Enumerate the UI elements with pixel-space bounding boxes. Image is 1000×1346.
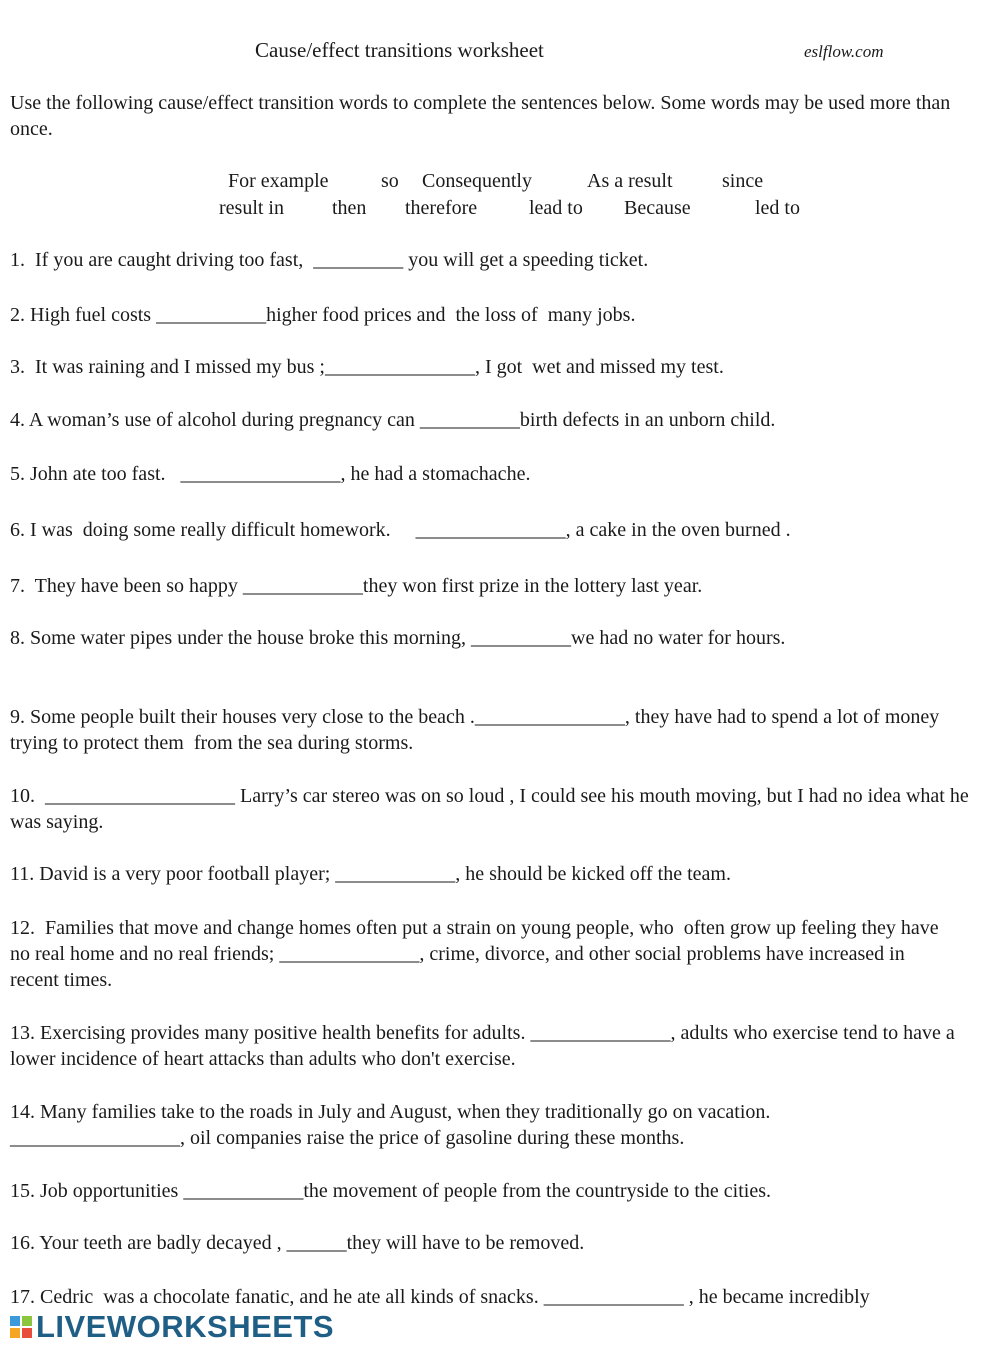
question-14: 14. Many families take to the roads in July and August, when they traditionally go on vacation. _________________, oil companies raise the price of gasoline during these months. — [10, 1101, 776, 1149]
word-bank-item: Because — [624, 197, 691, 219]
question-16: 16. Your teeth are badly decayed , ______they will have to be removed. — [10, 1232, 585, 1254]
question-12: 12. Families that move and change homes often put a strain on young people, who often grow up feeling they have no real home and no real friends; ______________, crime, divorce, and other social problems have increased in recent times. — [10, 917, 944, 991]
word-bank-item: since — [722, 170, 764, 192]
liveworksheets-logo — [0, 1306, 1000, 1346]
word-bank-item: therefore — [405, 197, 478, 219]
question-17: 17. Cedric was a chocolate fanatic, and he ate all kinds of snacks. ______________ , he became incredibly — [10, 1286, 870, 1308]
word-bank-item: For example — [228, 170, 329, 192]
question-11: 11. David is a very poor football player; ____________, he should be kicked off the team. — [10, 863, 731, 885]
word-bank-item: lead to — [529, 197, 583, 219]
question-3: 3. It was raining and I missed my bus ;_______________, I got wet and missed my test. — [10, 356, 724, 378]
question-7: 7. They have been so happy ____________they won first prize in the lottery last year. — [10, 575, 703, 597]
question-6: 6. I was doing some really difficult homework. _______________, a cake in the oven burned . — [10, 519, 791, 541]
instructions: Use the following cause/effect transition words to complete the sentences below. Some words may be used more than once. — [10, 92, 951, 140]
question-2: 2. High fuel costs ___________higher food prices and the loss of many jobs. — [10, 304, 636, 326]
question-4: 4. A woman’s use of alcohol during pregnancy can __________birth defects in an unborn child. — [10, 409, 776, 431]
question-8: 8. Some water pipes under the house broke this morning, __________we had no water for hours. — [10, 627, 786, 649]
question-1: 1. If you are caught driving too fast, _________ you will get a speeding ticket. — [10, 249, 649, 271]
question-13: 13. Exercising provides many positive health benefits for adults. ______________, adults who exercise tend to have a lower incidence of heart attacks than adults who don't exercise. — [10, 1022, 960, 1070]
word-bank-item: Consequently — [422, 170, 532, 192]
word-bank-item: As a result — [587, 170, 673, 192]
word-bank-item: led to — [755, 197, 800, 219]
word-bank-item: then — [332, 197, 367, 219]
word-bank-item: so — [381, 170, 399, 192]
question-15: 15. Job opportunities ____________the movement of people from the countryside to the cities. — [10, 1180, 771, 1202]
question-5: 5. John ate too fast. ________________, he had a stomachache. — [10, 463, 531, 485]
question-9: 9. Some people built their houses very close to the beach ._______________, they have had to spend a lot of money trying to protect them from the sea during storms. — [10, 706, 945, 754]
question-10: 10. ___________________ Larry’s car stereo was on so loud , I could see his mouth moving, but I had no idea what he was saying. — [10, 785, 974, 833]
site-name: eslflow.com — [804, 42, 884, 61]
worksheet-title: Cause/effect transitions worksheet — [255, 38, 544, 62]
liveworksheets-logo-icon — [10, 1316, 32, 1338]
liveworksheets-logo-text: LIVEWORKSHEETS — [36, 1309, 335, 1344]
word-bank-item: result in — [219, 197, 284, 219]
